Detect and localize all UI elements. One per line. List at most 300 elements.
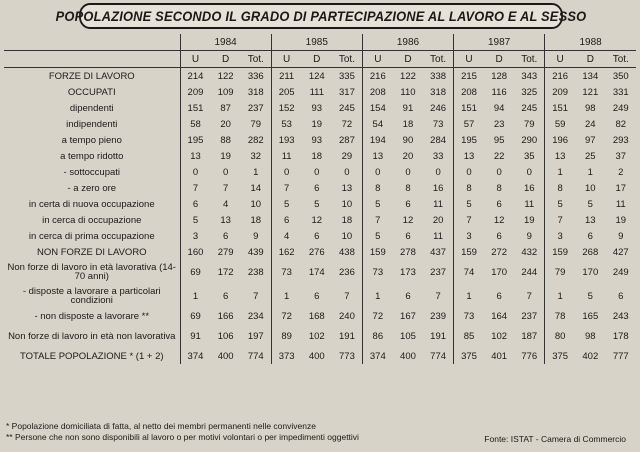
table-cell: 0 (454, 164, 484, 180)
table-cell: 400 (400, 350, 416, 362)
table-cell: 7 (545, 212, 575, 228)
table-cell: 122 (400, 70, 416, 82)
table-cell: 20 (220, 118, 231, 130)
table-cell: 87 (220, 102, 231, 114)
table-row (4, 84, 636, 100)
table-cell: 172 (217, 266, 234, 278)
table-cell: 7 (271, 180, 301, 196)
table-cell: 18 (402, 118, 414, 130)
table-cell: 9 (253, 230, 259, 242)
row-label: - non disposte a lavorare ** (34, 310, 150, 322)
table-row (4, 180, 636, 196)
table-cell: 244 (521, 266, 538, 278)
table-row (4, 148, 636, 164)
table-cell: 237 (247, 102, 264, 114)
table-cell: 170 (582, 266, 599, 278)
table-cell: 79 (523, 118, 535, 130)
table-cell: 375 (545, 348, 575, 364)
table-cell: 134 (582, 70, 599, 82)
table-cell: 7 (344, 290, 350, 302)
table-cell: 2 (618, 166, 624, 178)
table-cell: 237 (521, 310, 538, 322)
table-cell: 151 (180, 100, 210, 116)
sub-header: U (362, 51, 392, 68)
table-cell: 8 (496, 182, 502, 194)
table-cell: 19 (523, 214, 535, 226)
table-cell: 5 (271, 196, 301, 212)
table-cell: 11 (524, 198, 535, 210)
sub-header: Tot. (514, 51, 544, 68)
table-cell: 6 (405, 198, 411, 210)
table-cell: 245 (521, 102, 538, 114)
footnote-1: * Popolazione domiciliata di fatta, al netto dei membri permanenti nelle convivenze (6, 421, 316, 431)
table-cell: 3 (454, 228, 484, 244)
table-row (4, 100, 636, 116)
table-cell: 79 (250, 118, 262, 130)
table-row (4, 324, 636, 348)
table-cell: 23 (493, 118, 505, 130)
table-cell: 13 (341, 182, 353, 194)
row-label: in cerca di prima occupazione (28, 230, 155, 242)
table-cell: 0 (180, 164, 210, 180)
year-header: 1988 (545, 34, 636, 51)
table-cell: 209 (545, 84, 575, 100)
year-header: 1984 (180, 34, 271, 51)
table-cell: 374 (362, 348, 392, 364)
table-cell: 774 (430, 350, 447, 362)
table-cell: 427 (612, 246, 629, 258)
table-cell: 243 (612, 310, 629, 322)
table-cell: 69 (180, 308, 210, 324)
table-cell: 122 (217, 70, 234, 82)
table-cell: 85 (454, 324, 484, 348)
table-cell: 151 (454, 100, 484, 116)
table-cell: 14 (250, 182, 262, 194)
table-cell: 97 (585, 134, 596, 146)
table-cell: 325 (521, 86, 538, 98)
table-cell: 98 (585, 102, 596, 114)
table-cell: 438 (339, 246, 355, 258)
table-cell: 165 (582, 310, 599, 322)
table-cell: 10 (250, 198, 262, 210)
table-cell: 73 (362, 260, 392, 284)
table-cell: 164 (491, 310, 508, 322)
table-cell: 167 (400, 310, 416, 322)
table-cell: 128 (491, 70, 508, 82)
row-label: Non forze di lavoro in età lavorativa (14-70 anni) (7, 262, 176, 282)
table-cell: 106 (217, 330, 234, 342)
row-label: - sottoccupati (63, 166, 121, 178)
table-cell: 73 (271, 260, 301, 284)
table-row (4, 196, 636, 212)
table-cell: 276 (308, 246, 325, 258)
sub-header: D (484, 51, 514, 68)
table-cell: 234 (247, 310, 264, 322)
table-cell: 195 (180, 132, 210, 148)
table-cell: 6 (405, 290, 411, 302)
table-cell: 174 (308, 266, 325, 278)
table-cell: 1 (545, 284, 575, 308)
table-cell: 336 (247, 70, 264, 82)
table-cell: 152 (271, 100, 301, 116)
table-cell: 72 (271, 308, 301, 324)
row-label: a tempo ridotto (60, 150, 124, 162)
table-cell: 0 (222, 166, 229, 178)
row-label: TOTALE POPOLAZIONE * (1 + 2) (20, 350, 164, 362)
table-cell: 5 (362, 228, 392, 244)
table-cell: 317 (339, 86, 355, 98)
table-cell: 0 (526, 166, 532, 178)
table-cell: 401 (491, 350, 508, 362)
table-title: POPOLAZIONE SECONDO IL GRADO DI PARTECIPAZIONE AL LAVORO E AL SESSO (79, 3, 563, 29)
year-header-row (4, 34, 636, 51)
table-cell: 10 (585, 182, 596, 194)
table-cell: 318 (430, 86, 447, 98)
table-cell: 1 (271, 284, 301, 308)
table-cell: 22 (493, 150, 505, 162)
table-cell: 69 (180, 260, 210, 284)
row-label: FORZE DI LAVORO (48, 70, 135, 82)
table-cell: 9 (526, 230, 532, 242)
table-cell: 16 (432, 182, 444, 194)
table-cell: 4 (222, 198, 229, 210)
table-cell: 124 (308, 70, 325, 82)
sub-header: U (271, 51, 301, 68)
table-cell: 10 (341, 230, 353, 242)
table-cell: 25 (585, 150, 596, 162)
table-cell: 13 (362, 148, 392, 164)
table-cell: 98 (585, 330, 596, 342)
table-cell: 5 (587, 198, 593, 210)
table-cell: 102 (308, 330, 325, 342)
table-cell: 19 (615, 214, 627, 226)
table-cell: 19 (311, 118, 323, 130)
table-cell: 94 (493, 102, 505, 114)
sub-header-row (4, 51, 636, 68)
table-cell: 93 (311, 102, 323, 114)
table-cell: 238 (247, 266, 264, 278)
table-cell: 1 (180, 284, 210, 308)
table-cell: 20 (432, 214, 444, 226)
table-cell: 400 (217, 350, 234, 362)
table-cell: 110 (400, 86, 416, 98)
table-cell: 290 (521, 134, 538, 146)
table-cell: 373 (271, 348, 301, 364)
table-cell: 216 (362, 68, 392, 85)
table-cell: 318 (247, 86, 264, 98)
table-cell: 343 (521, 70, 538, 82)
table-cell: 6 (222, 230, 229, 242)
table-cell: 73 (432, 118, 444, 130)
table-cell: 7 (435, 290, 441, 302)
table-row (4, 244, 636, 260)
table-cell: 12 (311, 214, 323, 226)
year-header: 1986 (362, 34, 453, 51)
table-row (4, 260, 636, 284)
year-header: 1985 (271, 34, 362, 51)
label-header-cell (4, 34, 180, 51)
sub-header: Tot. (332, 51, 362, 68)
table-cell: 8 (405, 182, 411, 194)
table-cell: 160 (180, 244, 210, 260)
table-cell: 10 (341, 198, 353, 210)
table-cell: 7 (180, 180, 210, 196)
table-cell: 7 (362, 212, 392, 228)
sub-header: D (393, 51, 423, 68)
sub-header: D (210, 51, 240, 68)
table-cell: 91 (180, 324, 210, 348)
table-cell: 111 (309, 86, 325, 98)
table-row (4, 68, 636, 85)
table-cell: 74 (454, 260, 484, 284)
table-cell: 91 (402, 102, 414, 114)
table-cell: 6 (496, 198, 502, 210)
table-cell: 0 (496, 166, 502, 178)
table-cell: 7 (454, 212, 484, 228)
table-cell: 5 (545, 196, 575, 212)
table-cell: 11 (271, 148, 301, 164)
table-cell: 776 (521, 350, 538, 362)
table-cell: 187 (521, 330, 538, 342)
table-cell: 7 (526, 290, 532, 302)
table-cell: 0 (314, 166, 320, 178)
table-cell: 5 (180, 212, 210, 228)
table-cell: 6 (222, 290, 229, 302)
table-cell: 72 (362, 308, 392, 324)
table-cell: 209 (180, 84, 210, 100)
row-label: Non forze di lavoro in età non lavorativa (8, 330, 176, 342)
table-cell: 191 (339, 330, 355, 342)
table-cell: 279 (217, 246, 234, 258)
table-cell: 29 (341, 150, 353, 162)
table-cell: 287 (339, 134, 355, 146)
table-cell: 8 (454, 180, 484, 196)
table-cell: 13 (585, 214, 596, 226)
table-cell: 88 (220, 134, 231, 146)
table-cell: 159 (362, 244, 392, 260)
table-cell: 95 (493, 134, 505, 146)
table-cell: 195 (454, 132, 484, 148)
table-cell: 0 (435, 166, 441, 178)
table-cell: 5 (362, 196, 392, 212)
table-cell: 208 (362, 84, 392, 100)
table-cell: 121 (582, 86, 599, 98)
table-cell: 293 (612, 134, 629, 146)
table-cell: 13 (545, 148, 575, 164)
table-cell: 105 (400, 330, 416, 342)
table-cell: 7 (222, 182, 229, 194)
table-cell: 0 (405, 166, 411, 178)
table-cell: 166 (217, 310, 234, 322)
table-row (4, 308, 636, 324)
table-cell: 5 (314, 198, 320, 210)
table-cell: 249 (612, 102, 629, 114)
table-cell: 102 (491, 330, 508, 342)
row-label: indipendenti (66, 118, 118, 130)
row-label: - disposte a lavorare a particolari condizioni (22, 286, 161, 306)
table-cell: 116 (491, 86, 507, 98)
table-cell: 268 (582, 246, 599, 258)
sub-header: Tot. (423, 51, 453, 68)
table-cell: 24 (585, 118, 596, 130)
table-cell: 439 (247, 246, 264, 258)
table-cell: 151 (545, 100, 575, 116)
table-cell: 6 (405, 230, 411, 242)
table-cell: 59 (545, 116, 575, 132)
table-cell: 54 (362, 116, 392, 132)
table-cell: 8 (362, 180, 392, 196)
table-cell: 239 (430, 310, 447, 322)
table-cell: 8 (545, 180, 575, 196)
table-cell: 196 (545, 132, 575, 148)
table-cell: 162 (271, 244, 301, 260)
label-subheader-cell (4, 51, 180, 68)
table-cell: 78 (545, 308, 575, 324)
table-cell: 4 (271, 228, 301, 244)
table-cell: 6 (618, 290, 624, 302)
row-label: dipendenti (69, 102, 114, 114)
table-cell: 3 (180, 228, 210, 244)
table-cell: 58 (180, 116, 210, 132)
table-cell: 0 (271, 164, 301, 180)
table-cell: 18 (250, 214, 262, 226)
table-cell: 79 (545, 260, 575, 284)
table-cell: 216 (545, 68, 575, 85)
table-cell: 16 (523, 182, 535, 194)
table-cell: 374 (180, 348, 210, 364)
table-cell: 774 (247, 350, 264, 362)
table-cell: 249 (612, 266, 629, 278)
sub-header: D (302, 51, 332, 68)
table-cell: 109 (217, 86, 234, 98)
table-cell: 331 (612, 86, 629, 98)
table-cell: 11 (433, 230, 444, 242)
table-row (4, 348, 636, 364)
table-cell: 93 (311, 134, 323, 146)
table-cell: 211 (271, 68, 301, 85)
table-cell: 432 (521, 246, 538, 258)
table-cell: 32 (250, 150, 262, 162)
table-cell: 17 (615, 182, 627, 194)
table-cell: 9 (618, 230, 624, 242)
table-cell: 18 (341, 214, 353, 226)
table-cell: 13 (180, 148, 210, 164)
row-label: in certa di nuova occupazione (28, 198, 155, 210)
table-cell: 338 (430, 70, 447, 82)
table-cell: 6 (496, 230, 502, 242)
year-header: 1987 (454, 34, 545, 51)
table-cell: 20 (402, 150, 414, 162)
table-cell: 777 (612, 350, 629, 362)
table-cell: 335 (339, 70, 355, 82)
table-cell: 5 (454, 196, 484, 212)
table-cell: 6 (314, 182, 320, 194)
row-label: a tempo pieno (61, 134, 122, 146)
table-cell: 215 (454, 68, 484, 85)
table-cell: 0 (362, 164, 392, 180)
table-cell: 86 (362, 324, 392, 348)
table-cell: 1 (587, 166, 593, 178)
table-cell: 13 (220, 214, 231, 226)
table-cell: 80 (545, 324, 575, 348)
table-cell: 7 (253, 290, 259, 302)
table-row (4, 284, 636, 308)
table-cell: 18 (311, 150, 323, 162)
table-row (4, 212, 636, 228)
table-cell: 1 (454, 284, 484, 308)
sub-header: U (545, 51, 575, 68)
table-cell: 282 (247, 134, 264, 146)
table-row (4, 116, 636, 132)
table-cell: 1 (545, 164, 575, 180)
table-cell: 278 (400, 246, 416, 258)
table-cell: 5 (587, 290, 593, 302)
table-cell: 191 (430, 330, 447, 342)
table-cell: 89 (271, 324, 301, 348)
table-cell: 193 (271, 132, 301, 148)
table-cell: 12 (402, 214, 414, 226)
table-cell: 6 (314, 230, 320, 242)
table-cell: 6 (314, 290, 320, 302)
table-cell: 11 (433, 198, 444, 210)
table-cell: 350 (612, 70, 629, 82)
table-cell: 240 (339, 310, 355, 322)
table-cell: 37 (615, 150, 627, 162)
table-cell: 12 (493, 214, 505, 226)
table-cell: 1 (362, 284, 392, 308)
table-cell: 35 (523, 150, 535, 162)
table-cell: 400 (308, 350, 325, 362)
table-cell: 437 (430, 246, 447, 258)
table-cell: 159 (454, 244, 484, 260)
table-cell: 237 (430, 266, 447, 278)
row-label: - a zero ore (67, 182, 117, 194)
table-cell: 245 (339, 102, 355, 114)
table-cell: 284 (430, 134, 447, 146)
table-cell: 402 (582, 350, 599, 362)
row-label: NON FORZE DI LAVORO (36, 246, 147, 258)
table-cell: 90 (402, 134, 414, 146)
table-cell: 214 (180, 68, 210, 85)
row-label: OCCUPATI (67, 86, 116, 98)
table-cell: 13 (454, 148, 484, 164)
table-row (4, 164, 636, 180)
table-cell: 159 (545, 244, 575, 260)
table-cell: 82 (615, 118, 627, 130)
table-cell: 194 (362, 132, 392, 148)
table-cell: 33 (432, 150, 444, 162)
table-cell: 6 (587, 230, 593, 242)
source-note: Fonte: ISTAT - Camera di Commercio (484, 434, 626, 444)
table-cell: 0 (344, 166, 350, 178)
table-cell: 6 (180, 196, 210, 212)
table-cell: 197 (247, 330, 264, 342)
table-cell: 73 (454, 308, 484, 324)
footnote-2: ** Persone che non sono disponibili al lavoro o per motivi volontari o per impedimenti oggettivi (6, 432, 359, 442)
table-cell: 170 (491, 266, 508, 278)
table-cell: 178 (612, 330, 629, 342)
sub-header: U (180, 51, 210, 68)
table-cell: 773 (339, 350, 355, 362)
table-cell: 1 (253, 166, 259, 178)
sub-header: D (575, 51, 605, 68)
table-cell: 375 (454, 348, 484, 364)
table-cell: 208 (454, 84, 484, 100)
table-cell: 236 (339, 266, 355, 278)
sub-header: Tot. (241, 51, 271, 68)
table-cell: 173 (400, 266, 416, 278)
sub-header: Tot. (606, 51, 637, 68)
